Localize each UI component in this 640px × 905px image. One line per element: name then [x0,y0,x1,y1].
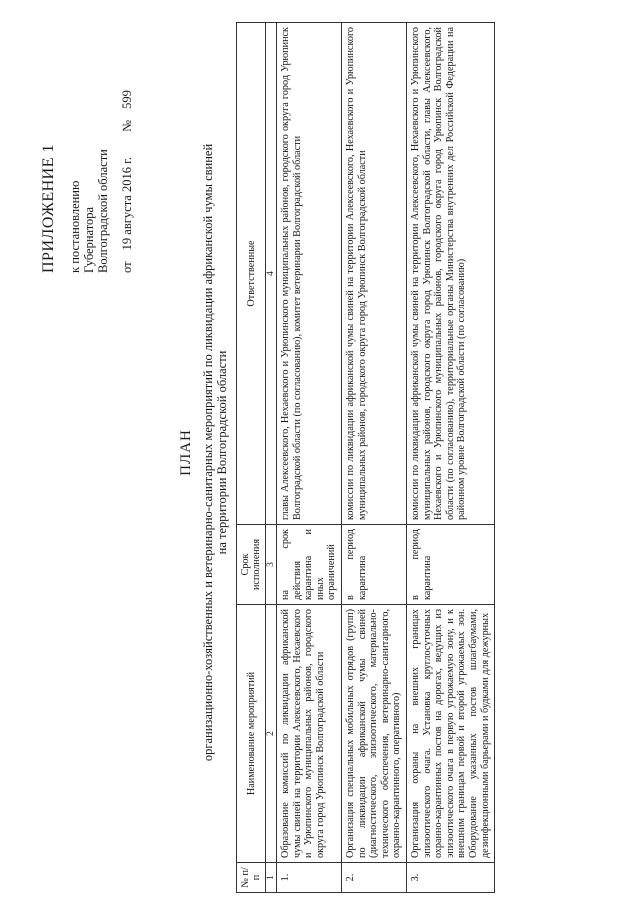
plan-title: ПЛАН [178,429,194,476]
column-number: 3 [266,525,277,605]
row-measure: Организация специальных мобильных отрядов (групп) по ликвидации африканской чумы свиней (диагностического, эпизоотического, материально-технического обеспечения, ветеринарно-санитарного, охранно-карантинного, оперативного) [341,605,406,863]
decree-number: 599 [120,90,134,109]
column-number-row [266,23,277,893]
measures-table [236,22,495,893]
number-sign: № [120,119,134,132]
row-responsible: комиссии по ликвидации африканской чумы свиней на территории Алексеевского, Нехаевского и Урюпинского муниципальных районов, городского округа город Урюпинск Волгоградской области, главы Алексеевского, Нехаевского и Урюпинского муниципальных районов, городского округа город Урюпинск Волгоградской области (по согласованию), территориальные органы Министерства внутренних дел Российской Федерации на районном уровне Волгоградской области (по согласованию) [406,23,494,525]
row-measure: Организация охраны на внешних границах эпизоотического очага. Установка круглосуточных охранно-карантинных постов на дорогах, ведущих из эпизоотического очага в первую угрожаемую зону, и к внешним границам первой и второй угрожаемых зон. Оборудование указанных постов шлагбаумами, дезинфекционными барьерами и будками для дежурных [406,605,494,863]
row-number: 3. [406,863,494,893]
row-term: в период карантина [341,525,406,605]
row-responsible: комиссии по ликвидации африканской чумы свиней на территории Алексеевского, Нехаевского и Урюпинского муниципальных районов, городского округа город Урюпинск Волгоградской области [341,23,406,525]
table-row [341,23,406,893]
decree-date: 19 августа 2016 г. [120,157,134,251]
column-number: 4 [266,23,277,525]
row-term: в период карантина [406,525,494,605]
decree-date-line [120,13,134,273]
row-number: 1. [277,863,342,893]
appendix-line: Губернатора [82,206,96,273]
row-responsible: главы Алексеевского, Нехаевского и Урюпинского муниципальных районов, городского округа город Урюпинск Волгоградской области (по согласованию), комитет ветеринарии Волгоградской области [277,23,342,525]
header-measure: Наименование мероприятий [237,605,266,863]
row-term: на срок действия карантина и иных ограничений [277,525,342,605]
column-number: 1 [266,863,277,893]
plan-subtitle-line: организационно-хозяйственных и ветеринарно-санитарных мероприятий по ликвидации африканской чумы свиней [201,143,215,762]
column-number: 2 [266,605,277,863]
appendix-title: ПРИЛОЖЕНИЕ 1 [40,143,57,273]
plan-subtitle-line: на территории Волгоградской области [215,350,229,555]
table-header-row [237,23,266,893]
row-number: 2. [341,863,406,893]
table-row [406,23,494,893]
plan-heading [178,0,229,905]
header-responsible: Ответственные [237,23,266,525]
header-number: № п/п [237,863,266,893]
header-term: Срок исполнения [237,525,266,605]
appendix-line: Волгоградской области [96,149,110,273]
date-prefix: от [120,261,134,273]
appendix-line: к постановлению [68,180,82,273]
row-measure: Образование комиссий по ликвидации африканской чумы свиней на территории Алексеевского, Нехаевского и Урюпинского муниципальных районов, городского округа город Урюпинск Волгоградской области [277,605,342,863]
table-row [277,23,342,893]
appendix-block [42,13,134,273]
